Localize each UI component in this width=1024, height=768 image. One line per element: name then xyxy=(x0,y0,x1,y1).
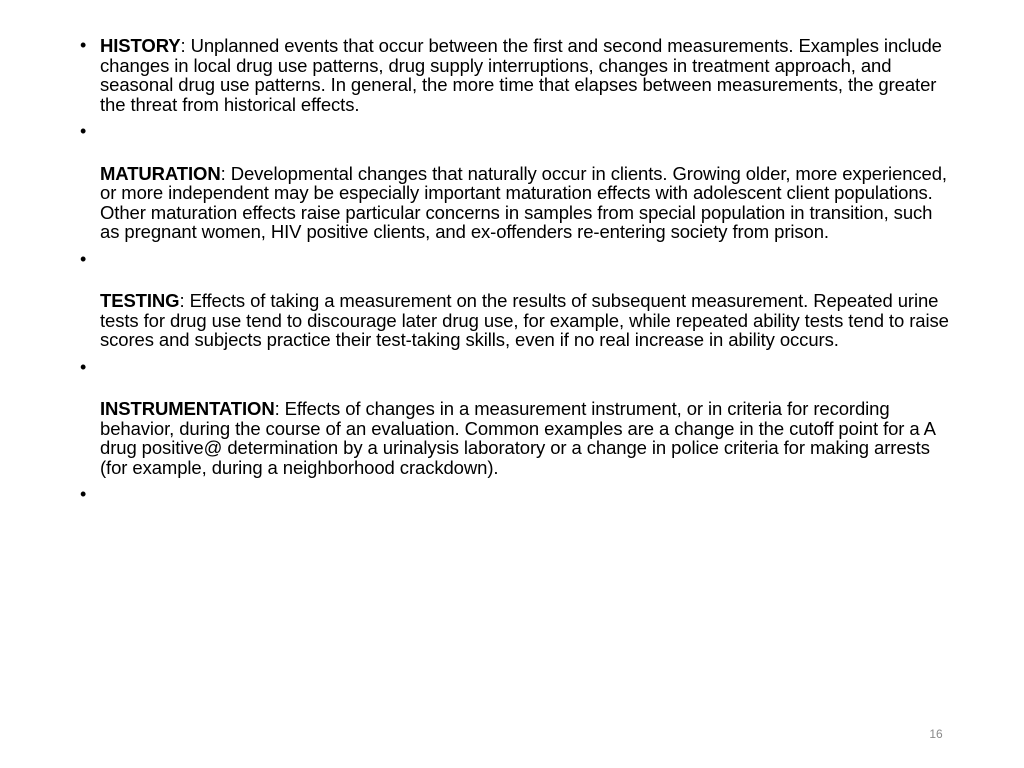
bullet-glyph: • xyxy=(80,248,87,269)
bullet-term: HISTORY xyxy=(100,35,181,56)
bullet-glyph: • xyxy=(80,121,87,141)
bullet-term: INSTRUMENTATION xyxy=(100,398,275,419)
bullet-term: MATURATION xyxy=(100,162,221,184)
bullet-item-maturation xyxy=(80,164,950,242)
slide-page-number: 16 xyxy=(929,727,943,741)
bullet-item-history xyxy=(80,36,950,114)
bullet-text: : Effects of taking a measurement on the results of subsequent measurement. Repeated urine tests for drug use tend to discourage later drug use, for example, while repeated ability tests tend to raise scores and subjects practice their test-taking skills, even if no real increase in ability occurs. xyxy=(100,290,949,350)
slide-body xyxy=(80,36,950,505)
bullet-item-empty xyxy=(80,485,950,505)
bullet-glyph: • xyxy=(80,356,87,377)
bullet-item-instrumentation xyxy=(80,399,950,477)
bullet-item-empty xyxy=(80,122,950,142)
bullet-item-empty xyxy=(80,358,950,378)
bullet-glyph: • xyxy=(80,484,87,504)
bullet-term: TESTING xyxy=(100,290,180,311)
bullet-glyph: • xyxy=(80,35,87,55)
bullet-item-testing xyxy=(80,291,950,350)
bullet-text: : Effects of changes in a measurement instrument, or in criteria for recording behavior, during the course of an evaluation. Common examples are a change in the cutoff point for a A drug positive@ determination by a urinalysis laboratory or a change in police criteria for making arrests (for example, during a neighborhood crackdown). xyxy=(100,398,935,478)
bullet-item-empty xyxy=(80,250,950,270)
bullet-text: : Unplanned events that occur between the first and second measurements. Examples include changes in local drug use patterns, drug supply interruptions, changes in treatment approach, and seasonal drug use patterns. In general, the more time that elapses between measurements, the greater the threat from historical effects. xyxy=(100,35,942,115)
bullet-text: : Developmental changes that naturally occur in clients. Growing older, more experienced, or more independent may be especially important maturation effects with adolescent client populations. Other maturation effects raise particular concerns in samples from special population in transition, such as pregnant women, HIV positive clients, and ex-offenders re-entering society from prison. xyxy=(100,162,947,242)
